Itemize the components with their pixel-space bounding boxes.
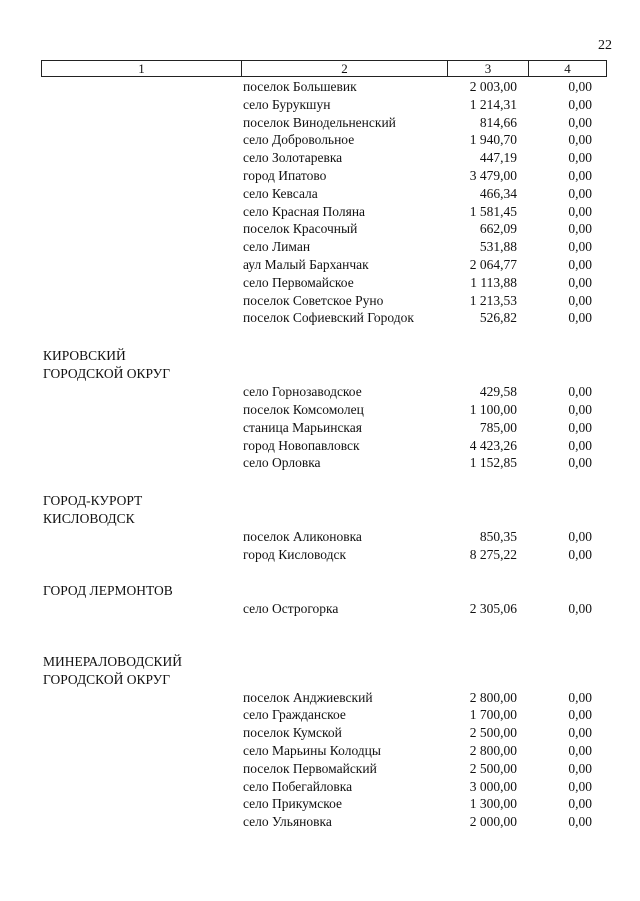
value-col-3: 1 152,85 xyxy=(469,455,517,471)
value-col-4: 0,00 xyxy=(568,96,592,112)
value-col-3: 1 113,88 xyxy=(470,274,517,290)
locality-name: село Первомайское xyxy=(243,274,354,290)
value-col-4: 0,00 xyxy=(568,239,592,255)
table-body xyxy=(0,78,640,831)
value-col-3: 2 800,00 xyxy=(469,689,517,705)
value-col-4: 0,00 xyxy=(568,256,592,272)
table-row xyxy=(0,256,640,274)
table-row xyxy=(0,813,640,831)
locality-name: село Орловка xyxy=(243,455,321,471)
table-row xyxy=(0,419,640,437)
locality-name: станица Марьинская xyxy=(243,419,362,435)
header-col-1: 1 xyxy=(42,61,242,76)
value-col-4: 0,00 xyxy=(568,419,592,435)
table-row xyxy=(0,203,640,221)
value-col-3: 1 940,70 xyxy=(469,132,517,148)
locality-name: село Острогорка xyxy=(243,600,339,616)
section-4 xyxy=(0,653,640,831)
locality-name: город Новопавловск xyxy=(243,437,360,453)
locality-name: поселок Комсомолец xyxy=(243,401,364,417)
section-2 xyxy=(0,492,640,564)
locality-name: поселок Аликоновка xyxy=(243,529,362,545)
table-row xyxy=(0,689,640,707)
locality-name: село Золотаревка xyxy=(243,150,343,166)
value-col-4: 0,00 xyxy=(568,384,592,400)
value-col-3: 814,66 xyxy=(479,114,517,130)
table-row xyxy=(0,131,640,149)
locality-name: город Кисловодск xyxy=(243,546,347,562)
locality-name: поселок Винодельненский xyxy=(243,114,396,130)
table-row xyxy=(0,600,640,618)
locality-name: село Кевсала xyxy=(243,185,318,201)
value-col-3: 2 800,00 xyxy=(469,742,517,758)
value-col-4: 0,00 xyxy=(568,150,592,166)
table-row xyxy=(0,760,640,778)
value-col-4: 0,00 xyxy=(568,79,592,94)
value-col-4: 0,00 xyxy=(568,742,592,758)
value-col-3: 4 423,26 xyxy=(469,437,517,453)
header-col-3: 3 xyxy=(448,61,529,76)
value-col-3: 2 305,06 xyxy=(469,600,517,616)
value-col-3: 662,09 xyxy=(479,221,517,237)
section-title: КИРОВСКИЙ ГОРОДСКОЙ ОКРУГ xyxy=(43,348,171,382)
table-row xyxy=(0,383,640,401)
value-col-3: 785,00 xyxy=(479,419,517,435)
value-col-3: 447,19 xyxy=(479,150,517,166)
table-row xyxy=(0,292,640,310)
section-title: МИНЕРАЛОВОДСКИЙ ГОРОДСКОЙ ОКРУГ xyxy=(43,653,182,687)
value-col-4: 0,00 xyxy=(568,274,592,290)
value-col-3: 2 064,77 xyxy=(469,256,517,272)
value-col-4: 0,00 xyxy=(568,310,592,326)
table-row xyxy=(0,706,640,724)
table-row xyxy=(0,238,640,256)
value-col-3: 1 214,31 xyxy=(469,96,517,112)
value-col-4: 0,00 xyxy=(568,292,592,308)
locality-name: село Лиман xyxy=(243,239,311,255)
section-1 xyxy=(0,347,640,472)
table-row xyxy=(0,778,640,796)
value-col-3: 2 500,00 xyxy=(469,760,517,776)
value-col-3: 1 300,00 xyxy=(469,796,517,812)
page-number: 22 xyxy=(598,38,612,53)
table-row xyxy=(0,167,640,185)
locality-name: поселок Большевик xyxy=(243,79,357,94)
locality-name: село Марьины Колодцы xyxy=(243,742,381,758)
header-col-4: 4 xyxy=(564,61,571,76)
locality-name: село Гражданское xyxy=(243,707,346,723)
table-row xyxy=(0,274,640,292)
value-col-3: 3 000,00 xyxy=(469,778,517,794)
locality-name: поселок Красочный xyxy=(243,221,358,237)
value-col-4: 0,00 xyxy=(568,796,592,812)
header-col-2: 2 xyxy=(242,61,448,76)
value-col-4: 0,00 xyxy=(568,778,592,794)
value-col-3: 1 213,53 xyxy=(469,292,517,308)
table-row xyxy=(0,742,640,760)
value-col-4: 0,00 xyxy=(568,114,592,130)
locality-name: город Ипатово xyxy=(243,167,327,183)
value-col-4: 0,00 xyxy=(568,725,592,741)
table-row xyxy=(0,795,640,813)
value-col-3: 1 581,45 xyxy=(469,203,517,219)
table-row xyxy=(0,220,640,238)
value-col-3: 1 100,00 xyxy=(469,401,517,417)
value-col-3: 850,35 xyxy=(479,529,517,545)
locality-name: поселок Кумской xyxy=(243,725,342,741)
table-header xyxy=(41,60,607,77)
value-col-3: 429,58 xyxy=(479,384,517,400)
locality-name: село Добровольное xyxy=(243,132,355,148)
table-row xyxy=(0,437,640,455)
value-col-4: 0,00 xyxy=(568,707,592,723)
value-col-3: 2 003,00 xyxy=(469,79,517,94)
value-col-4: 0,00 xyxy=(568,546,592,562)
table-row xyxy=(0,546,640,564)
locality-name: село Красная Поляна xyxy=(243,203,366,219)
value-col-4: 0,00 xyxy=(568,132,592,148)
table-row xyxy=(0,185,640,203)
locality-name: поселок Советское Руно xyxy=(243,292,384,308)
section-3 xyxy=(0,582,640,618)
value-col-4: 0,00 xyxy=(568,760,592,776)
table-row xyxy=(0,114,640,132)
table-row xyxy=(0,528,640,546)
value-col-4: 0,00 xyxy=(568,401,592,417)
table-row xyxy=(0,149,640,167)
locality-name: поселок Софиевский Городок xyxy=(243,310,414,326)
value-col-4: 0,00 xyxy=(568,455,592,471)
locality-name: село Прикумское xyxy=(243,796,342,812)
value-col-4: 0,00 xyxy=(568,689,592,705)
value-col-4: 0,00 xyxy=(568,600,592,616)
locality-name: поселок Анджиевский xyxy=(243,689,373,705)
locality-name: поселок Первомайский xyxy=(243,760,377,776)
table-row xyxy=(0,401,640,419)
value-col-4: 0,00 xyxy=(568,437,592,453)
value-col-3: 466,34 xyxy=(479,185,517,201)
table-row xyxy=(0,724,640,742)
locality-name: село Побегайловка xyxy=(243,778,353,794)
value-col-4: 0,00 xyxy=(568,185,592,201)
section-title: ГОРОД ЛЕРМОНТОВ xyxy=(43,582,173,598)
value-col-3: 3 479,00 xyxy=(469,167,517,183)
table-row xyxy=(0,454,640,472)
value-col-4: 0,00 xyxy=(568,167,592,183)
value-col-4: 0,00 xyxy=(568,221,592,237)
value-col-3: 1 700,00 xyxy=(469,707,517,723)
section-0 xyxy=(0,78,640,327)
value-col-3: 2 500,00 xyxy=(469,725,517,741)
locality-name: аул Малый Барханчак xyxy=(243,256,369,272)
table-row xyxy=(0,96,640,114)
value-col-4: 0,00 xyxy=(568,814,592,830)
value-col-3: 8 275,22 xyxy=(469,546,517,562)
value-col-3: 531,88 xyxy=(479,239,517,255)
value-col-4: 0,00 xyxy=(568,529,592,545)
locality-name: село Ульяновка xyxy=(243,814,332,830)
locality-name: село Бурукшун xyxy=(243,96,331,112)
table-row xyxy=(0,309,640,327)
value-col-3: 526,82 xyxy=(479,310,517,326)
section-title: ГОРОД-КУРОРТ КИСЛОВОДСК xyxy=(43,493,143,527)
table-row xyxy=(0,78,640,96)
value-col-4: 0,00 xyxy=(568,203,592,219)
locality-name: село Горнозаводское xyxy=(243,384,362,400)
value-col-3: 2 000,00 xyxy=(469,814,517,830)
